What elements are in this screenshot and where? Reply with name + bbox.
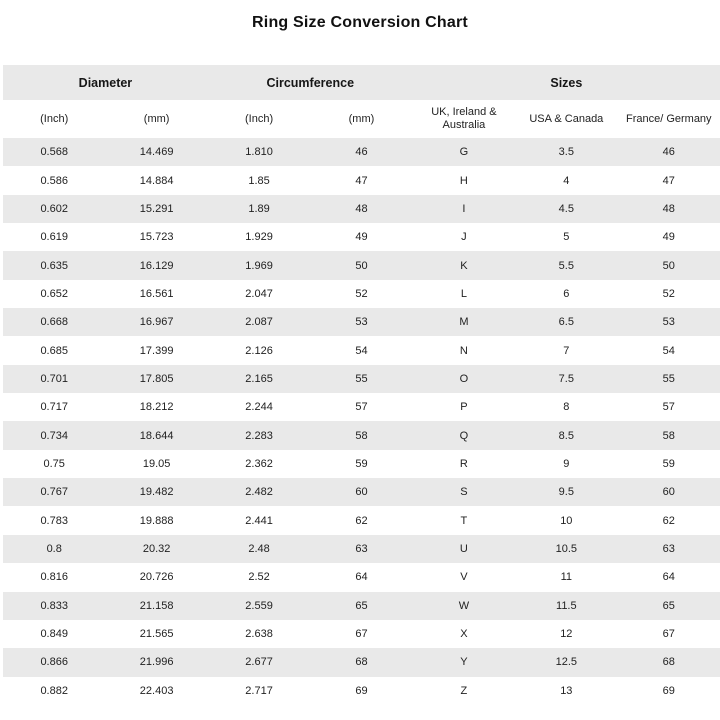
table-row [3, 506, 720, 534]
table-row [3, 138, 720, 166]
table-cell: 0.586 [3, 166, 105, 194]
table-cell: 18.212 [105, 393, 207, 421]
table-cell: 0.866 [3, 648, 105, 676]
table-cell: 2.717 [208, 677, 310, 705]
table-cell: 18.644 [105, 421, 207, 449]
table-cell: 2.244 [208, 393, 310, 421]
table-cell: 12.5 [515, 648, 617, 676]
table-cell: 2.52 [208, 563, 310, 591]
table-cell: 2.283 [208, 421, 310, 449]
table-cell: 21.565 [105, 620, 207, 648]
table-cell: 47 [310, 166, 412, 194]
table-cell: 63 [310, 535, 412, 563]
table-cell: 58 [618, 421, 720, 449]
table-row [3, 336, 720, 364]
table-cell: 0.668 [3, 308, 105, 336]
table-cell: 11.5 [515, 592, 617, 620]
table-cell: 65 [310, 592, 412, 620]
table-cell: P [413, 393, 515, 421]
table-cell: 64 [618, 563, 720, 591]
table-cell: H [413, 166, 515, 194]
table-cell: 2.126 [208, 336, 310, 364]
table-cell: 0.75 [3, 450, 105, 478]
table-cell: 16.561 [105, 280, 207, 308]
table-row [3, 365, 720, 393]
column-header-france-germany: France/ Germany [618, 100, 720, 138]
column-header-circumference-mm: (mm) [310, 100, 412, 138]
table-cell: 2.48 [208, 535, 310, 563]
table-cell: 0.833 [3, 592, 105, 620]
table-row [3, 166, 720, 194]
table-cell: 5 [515, 223, 617, 251]
table-cell: 19.482 [105, 478, 207, 506]
table-cell: 64 [310, 563, 412, 591]
table-row [3, 280, 720, 308]
ring-size-conversion-table [3, 65, 720, 705]
table-row [3, 393, 720, 421]
table-cell: I [413, 195, 515, 223]
table-row [3, 677, 720, 705]
table-cell: 19.05 [105, 450, 207, 478]
table-cell: 53 [310, 308, 412, 336]
table-cell: 46 [618, 138, 720, 166]
table-cell: 12 [515, 620, 617, 648]
table-cell: 2.677 [208, 648, 310, 676]
table-cell: M [413, 308, 515, 336]
table-cell: 0.652 [3, 280, 105, 308]
table-cell: 47 [618, 166, 720, 194]
table-cell: 0.882 [3, 677, 105, 705]
table-cell: 16.967 [105, 308, 207, 336]
table-cell: O [413, 365, 515, 393]
table-cell: 6 [515, 280, 617, 308]
table-cell: 53 [618, 308, 720, 336]
table-cell: 0.849 [3, 620, 105, 648]
table-cell: 49 [618, 223, 720, 251]
table-cell: 2.047 [208, 280, 310, 308]
table-cell: L [413, 280, 515, 308]
table-cell: 1.89 [208, 195, 310, 223]
table-cell: 0.8 [3, 535, 105, 563]
column-header-diameter-inch: (Inch) [3, 100, 105, 138]
table-cell: Z [413, 677, 515, 705]
table-cell: 0.685 [3, 336, 105, 364]
table-row [3, 478, 720, 506]
table-cell: 14.884 [105, 166, 207, 194]
table-cell: 55 [310, 365, 412, 393]
table-cell: 50 [618, 251, 720, 279]
table-cell: 63 [618, 535, 720, 563]
table-cell: 15.723 [105, 223, 207, 251]
sub-header-row [3, 100, 720, 138]
table-cell: 21.158 [105, 592, 207, 620]
table-cell: 0.701 [3, 365, 105, 393]
table-row [3, 450, 720, 478]
table-row [3, 648, 720, 676]
table-cell: 0.568 [3, 138, 105, 166]
table-cell: 9.5 [515, 478, 617, 506]
table-cell: 57 [618, 393, 720, 421]
table-cell: 0.734 [3, 421, 105, 449]
table-cell: K [413, 251, 515, 279]
table-row [3, 535, 720, 563]
table-cell: 17.399 [105, 336, 207, 364]
table-cell: V [413, 563, 515, 591]
group-header-row [3, 65, 720, 100]
table-cell: Q [413, 421, 515, 449]
group-header-circumference: Circumference [208, 65, 413, 100]
table-cell: 46 [310, 138, 412, 166]
table-cell: 2.441 [208, 506, 310, 534]
table-cell: 2.362 [208, 450, 310, 478]
column-header-usa-canada: USA & Canada [515, 100, 617, 138]
table-cell: N [413, 336, 515, 364]
table-cell: J [413, 223, 515, 251]
table-row [3, 563, 720, 591]
table-cell: 4 [515, 166, 617, 194]
page-title: Ring Size Conversion Chart [252, 14, 468, 31]
table-cell: 50 [310, 251, 412, 279]
table-cell: 8 [515, 393, 617, 421]
table-cell: X [413, 620, 515, 648]
table-head [3, 65, 720, 138]
table-cell: 0.619 [3, 223, 105, 251]
table-row [3, 308, 720, 336]
table-cell: Y [413, 648, 515, 676]
table-cell: 11 [515, 563, 617, 591]
table-cell: 19.888 [105, 506, 207, 534]
table-cell: 58 [310, 421, 412, 449]
table-cell: 16.129 [105, 251, 207, 279]
table-row [3, 251, 720, 279]
table-cell: 10.5 [515, 535, 617, 563]
table-cell: 15.291 [105, 195, 207, 223]
table-cell: 0.635 [3, 251, 105, 279]
table-cell: 49 [310, 223, 412, 251]
table-cell: 48 [618, 195, 720, 223]
table-cell: 0.717 [3, 393, 105, 421]
table-cell: U [413, 535, 515, 563]
table-cell: 54 [618, 336, 720, 364]
table-cell: 2.482 [208, 478, 310, 506]
table-cell: 52 [310, 280, 412, 308]
column-header-diameter-mm: (mm) [105, 100, 207, 138]
table-row [3, 620, 720, 648]
table-row [3, 592, 720, 620]
table-body [3, 138, 720, 705]
table-row [3, 421, 720, 449]
table-cell: 6.5 [515, 308, 617, 336]
table-cell: W [413, 592, 515, 620]
table-cell: R [413, 450, 515, 478]
table-cell: 2.638 [208, 620, 310, 648]
table-cell: 67 [310, 620, 412, 648]
table-cell: 62 [310, 506, 412, 534]
table-cell: 2.165 [208, 365, 310, 393]
table-cell: 57 [310, 393, 412, 421]
table-cell: 1.810 [208, 138, 310, 166]
table-cell: 7.5 [515, 365, 617, 393]
table-cell: 69 [310, 677, 412, 705]
table-cell: 8.5 [515, 421, 617, 449]
table-cell: 60 [310, 478, 412, 506]
table-cell: G [413, 138, 515, 166]
table-cell: 2.559 [208, 592, 310, 620]
table-cell: 1.969 [208, 251, 310, 279]
table-cell: 54 [310, 336, 412, 364]
table-row [3, 223, 720, 251]
table-cell: 21.996 [105, 648, 207, 676]
table-cell: 52 [618, 280, 720, 308]
group-header-diameter: Diameter [3, 65, 208, 100]
column-header-circumference-inch: (Inch) [208, 100, 310, 138]
table-cell: 68 [310, 648, 412, 676]
table-cell: S [413, 478, 515, 506]
table-cell: 68 [618, 648, 720, 676]
table-cell: 14.469 [105, 138, 207, 166]
table-cell: 59 [310, 450, 412, 478]
table-cell: 4.5 [515, 195, 617, 223]
table-cell: 0.816 [3, 563, 105, 591]
table-cell: 20.726 [105, 563, 207, 591]
table-cell: 22.403 [105, 677, 207, 705]
column-header-uk-ireland-australia: UK, Ireland & Australia [413, 100, 515, 138]
table-row [3, 195, 720, 223]
table-cell: 17.805 [105, 365, 207, 393]
table-cell: 62 [618, 506, 720, 534]
table-cell: 48 [310, 195, 412, 223]
table-cell: 20.32 [105, 535, 207, 563]
table-cell: 0.767 [3, 478, 105, 506]
table-cell: T [413, 506, 515, 534]
table-cell: 1.85 [208, 166, 310, 194]
table-cell: 1.929 [208, 223, 310, 251]
table-cell: 5.5 [515, 251, 617, 279]
table-cell: 13 [515, 677, 617, 705]
table-cell: 0.783 [3, 506, 105, 534]
table-cell: 60 [618, 478, 720, 506]
table-cell: 10 [515, 506, 617, 534]
group-header-sizes: Sizes [413, 65, 720, 100]
table-cell: 2.087 [208, 308, 310, 336]
table-cell: 9 [515, 450, 617, 478]
table-cell: 67 [618, 620, 720, 648]
table-cell: 59 [618, 450, 720, 478]
table-cell: 7 [515, 336, 617, 364]
table-cell: 55 [618, 365, 720, 393]
table-cell: 69 [618, 677, 720, 705]
table-cell: 3.5 [515, 138, 617, 166]
table-cell: 65 [618, 592, 720, 620]
table-cell: 0.602 [3, 195, 105, 223]
